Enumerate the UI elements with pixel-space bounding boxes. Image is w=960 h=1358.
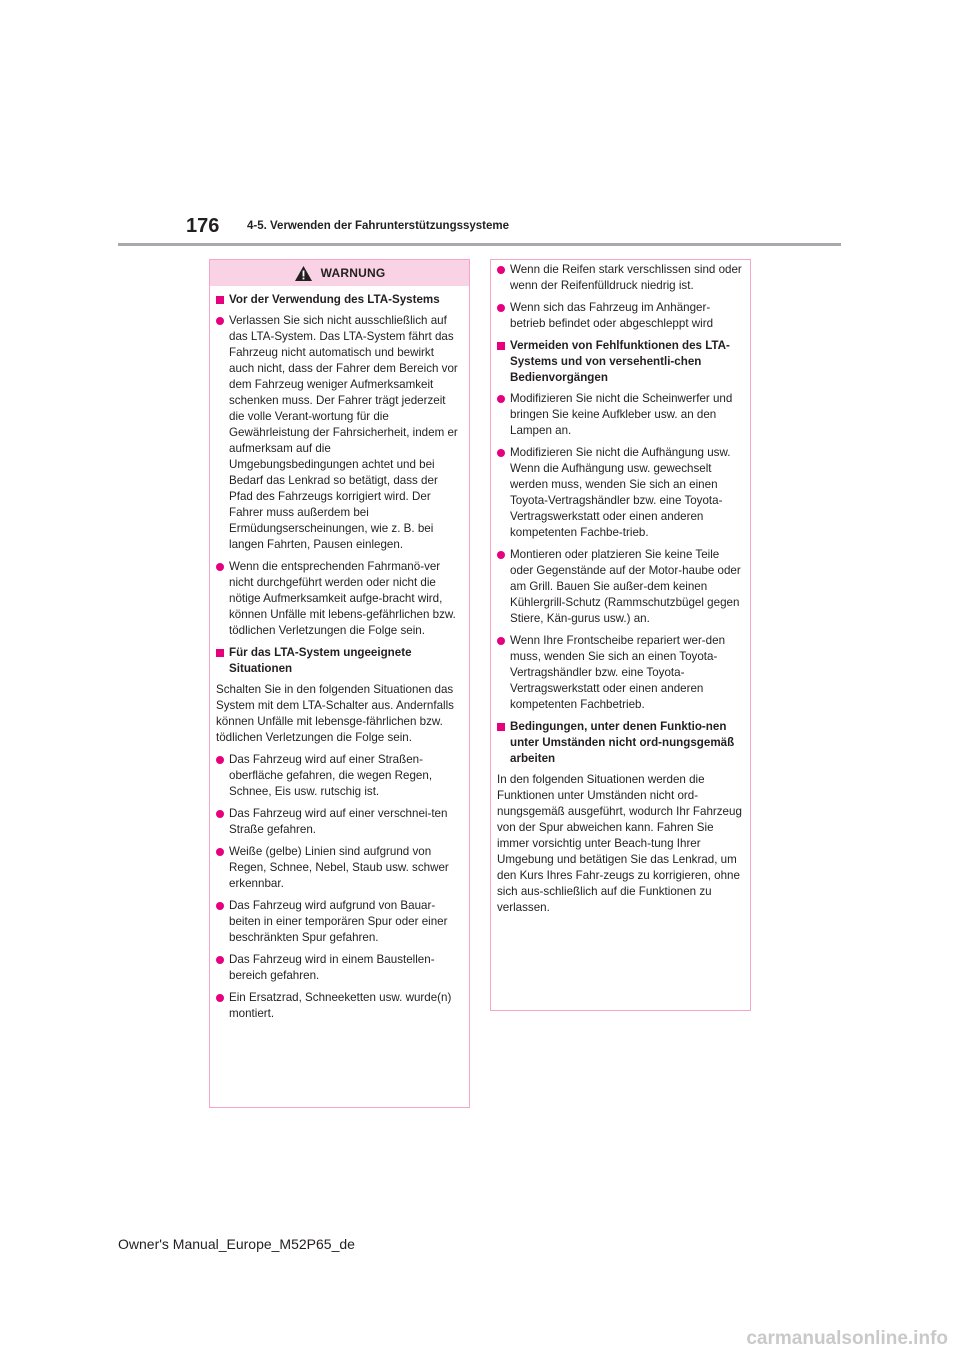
subheading-text: Vor der Verwendung des LTA-Systems <box>229 293 440 306</box>
subheading <box>497 338 743 386</box>
list-item <box>497 300 743 332</box>
paragraph: In den folgenden Situationen werden die Funktionen unter Umständen nicht ord-nungsgemäß ausgeführt, wodurch Ihr Fahrzeug von der Spur abweichen kann. Fahren Sie immer vorsichtig unter Beach-tung Ihrer Umgebung und betätigen Sie das Lenkrad, um den Kurs Ihres Fahr-zeugs zu korrigieren, ohne sich aus-schließlich auf die Funktionen zu verlassen. <box>497 773 742 914</box>
circle-bullet-icon <box>497 304 505 312</box>
subheading-text: Für das LTA-System ungeeignete Situationen <box>229 646 412 675</box>
warning-triangle-icon <box>294 265 313 282</box>
list-item-text: Das Fahrzeug wird in einem Baustellen-bereich gefahren. <box>229 953 435 982</box>
subheading-text: Vermeiden von Fehlfunktionen des LTA-Systems und von versehentli-chen Bedienvorgängen <box>510 339 730 384</box>
watermark: carmanualsonline.info <box>746 1328 948 1349</box>
list-item-text: Modifizieren Sie nicht die Scheinwerfer und bringen Sie keine Aufkleber usw. an den Lampen an. <box>510 392 733 437</box>
list-item-text: Wenn die Reifen stark verschlissen sind oder wenn der Reifenfülldruck niedrig ist. <box>510 263 742 292</box>
square-bullet-icon <box>497 342 505 350</box>
list-item-text: Das Fahrzeug wird auf einer verschnei-ten Straße gefahren. <box>229 807 448 836</box>
list-item <box>216 952 462 984</box>
list-item-text: Ein Ersatzrad, Schneeketten usw. wurde(n) montiert. <box>229 991 452 1020</box>
circle-bullet-icon <box>497 551 505 559</box>
list-item <box>497 391 743 439</box>
list-item <box>497 445 743 541</box>
list-item-text: Das Fahrzeug wird auf einer Straßen-oberfläche gefahren, die wegen Regen, Schnee, Eis usw. rutschig ist. <box>229 753 433 798</box>
warning-title: WARNUNG <box>320 266 386 280</box>
list-item <box>216 752 462 800</box>
list-item <box>497 262 743 294</box>
list-item <box>216 898 462 946</box>
square-bullet-icon <box>216 296 224 304</box>
list-item-text: Modifizieren Sie nicht die Aufhängung usw. Wenn die Aufhängung usw. gewechselt werden muss, wenden Sie sich an einen Toyota-Vertragshändler bzw. eine Toyota-Vertragswerkstatt oder einen anderen kompetenten Fachbe-trieb. <box>510 446 731 539</box>
section-title: 4-5. Verwenden der Fahrunterstützungssysteme <box>247 220 510 232</box>
circle-bullet-icon <box>497 637 505 645</box>
list-item <box>216 559 462 639</box>
list-item <box>216 313 462 553</box>
subheading <box>497 719 743 767</box>
warning-content-right <box>491 260 750 916</box>
circle-bullet-icon <box>216 563 224 571</box>
header-divider <box>118 243 841 246</box>
list-item <box>497 633 743 713</box>
list-item-text: Wenn die entsprechenden Fahrmanö-ver nicht durchgeführt werden oder nicht die nötige Aufmerksamkeit aufge-bracht wird, können Unfälle mit lebens-gefährlichen bzw. tödlichen Verletzungen die Folge sein. <box>229 560 456 637</box>
list-item <box>216 806 462 838</box>
list-item <box>216 990 462 1022</box>
list-item-text: Weiße (gelbe) Linien sind aufgrund von Regen, Schnee, Nebel, Staub usw. schwer erkennbar. <box>229 845 449 890</box>
circle-bullet-icon <box>216 317 224 325</box>
warning-header <box>210 260 469 286</box>
circle-bullet-icon <box>497 266 505 274</box>
page-number: 176 <box>186 215 220 237</box>
subheading <box>216 292 462 308</box>
circle-bullet-icon <box>497 395 505 403</box>
circle-bullet-icon <box>497 449 505 457</box>
list-item-text: Montieren oder platzieren Sie keine Teile oder Gegenstände auf der Motor-haube oder am Grill. Bauen Sie außer-dem keinen Kühlergrill-Schutz (Rammschutzbügel gegen Stiere, Kän-gurus usw.) an. <box>510 548 741 625</box>
paragraph: Schalten Sie in den folgenden Situationen das System mit dem LTA-Schalter aus. Andernfalls können Unfälle mit lebensge-fährlichen bzw. tödlichen Verletzungen die Folge sein. <box>216 683 454 744</box>
subheading-text: Bedingungen, unter denen Funktio-nen unter Umständen nicht ord-nungsgemäß arbeiten <box>510 720 735 765</box>
list-item <box>497 547 743 627</box>
circle-bullet-icon <box>216 902 224 910</box>
warning-box-right <box>490 259 751 1011</box>
list-item-text: Verlassen Sie sich nicht ausschließlich auf das LTA-System. Das LTA-System fährt das Fahrzeug nicht automatisch und bewirkt auch nicht, dass der Fahrer dem Bereich vor dem Fahrzeug weniger Aufmerksamkeit schenken muss. Der Fahrer trägt jederzeit die volle Verant-wortung für die Gewährleistung der Fahrsicherheit, indem er aufmerksam auf die Umgebungsbedingungen achtet und bei Bedarf das Lenkrad so betätigt, dass der Pfad des Fahrzeugs korrigiert wird. Der Fahrer muss außerdem bei Ermüdungserscheinungen, wie z. B. bei langen Fahrten, Pausen einlegen. <box>229 314 458 551</box>
square-bullet-icon <box>497 723 505 731</box>
square-bullet-icon <box>216 649 224 657</box>
subheading <box>216 645 462 677</box>
footer-document-id: Owner's Manual_Europe_M52P65_de <box>118 1236 355 1252</box>
list-item-text: Das Fahrzeug wird aufgrund von Bauar-beiten in einer temporären Spur oder einer beschränkten Spur gefahren. <box>229 899 448 944</box>
list-item <box>216 844 462 892</box>
circle-bullet-icon <box>216 756 224 764</box>
list-item-text: Wenn sich das Fahrzeug im Anhänger-betrieb befindet oder abgeschleppt wird <box>510 301 714 330</box>
circle-bullet-icon <box>216 810 224 818</box>
warning-box-left <box>209 259 470 1108</box>
list-item-text: Wenn Ihre Frontscheibe repariert wer-den muss, wenden Sie sich an einen Toyota-Vertragshändler bzw. eine Toyota-Vertragswerkstatt oder einen anderen kompetenten Fachbetrieb. <box>510 634 726 711</box>
circle-bullet-icon <box>216 956 224 964</box>
circle-bullet-icon <box>216 994 224 1002</box>
warning-content-left <box>210 286 469 1022</box>
circle-bullet-icon <box>216 848 224 856</box>
